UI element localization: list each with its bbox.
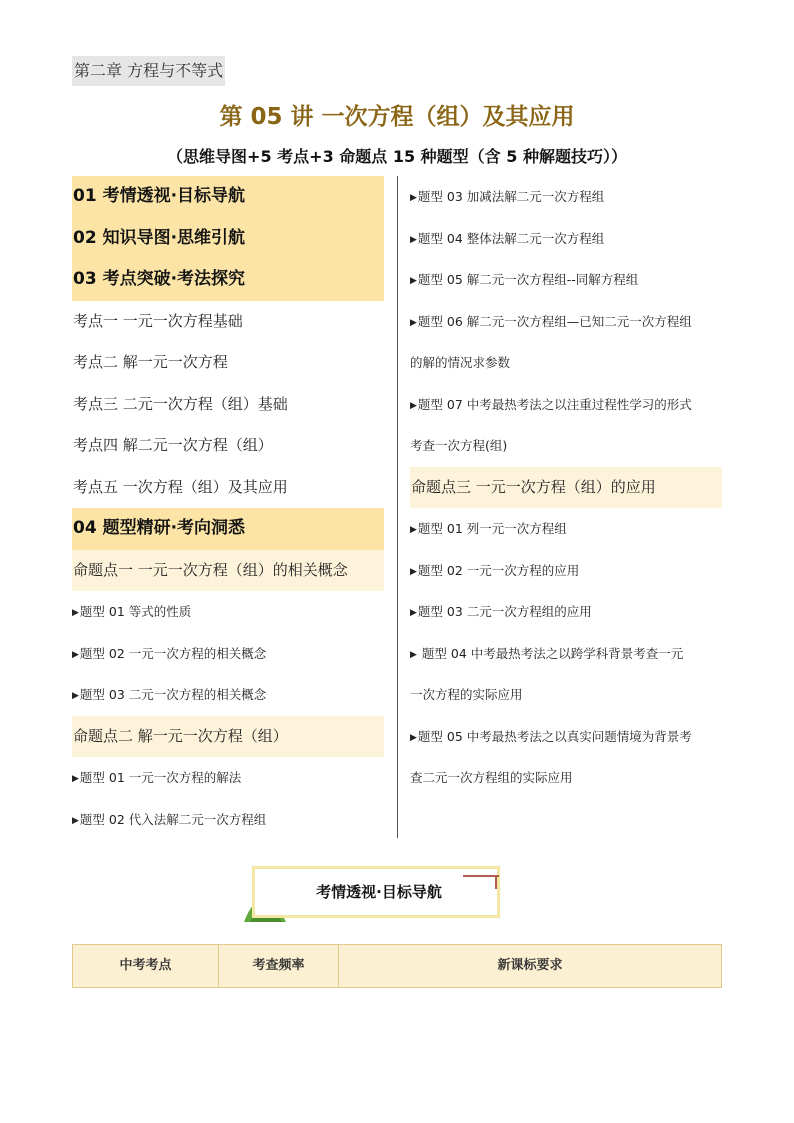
toc-item-text: 命题点三 一元一次方程（组）的应用	[411, 477, 656, 496]
toc-question-type	[72, 757, 384, 799]
triangle-right-icon: ▶	[410, 525, 417, 535]
toc-question-type	[72, 633, 384, 675]
chapter-label: 第二章 方程与不等式	[72, 56, 225, 86]
toc-item-text: 03 考点突破·考法探究	[73, 269, 246, 289]
toc-topic-heading	[72, 716, 384, 758]
toc-section-heading	[72, 259, 384, 301]
toc-item-text: 题型 02 一元一次方程的应用	[417, 562, 580, 578]
toc-right-column	[410, 176, 722, 799]
toc-item-text: 考点三 二元一次方程（组）基础	[73, 394, 288, 413]
toc-item-text: 命题点二 解一元一次方程（组）	[73, 726, 288, 745]
toc-section-heading	[72, 176, 384, 218]
toc-item-text: 一次方程的实际应用	[410, 687, 523, 702]
toc-section-heading	[72, 218, 384, 260]
table-header-cell: 中考考点	[73, 945, 219, 987]
toc-key-point	[72, 342, 384, 384]
toc-question-type	[410, 757, 722, 799]
toc-item-text: 命题点一 一元一次方程（组）的相关概念	[73, 560, 348, 579]
page-subtitle: （思维导图+5 考点+3 命题点 15 种题型（含 5 种解题技巧））	[167, 147, 627, 166]
triangle-right-icon: ▶	[410, 608, 417, 618]
toc-item-text: 题型 01 列一元一次方程组	[417, 521, 567, 536]
column-divider	[397, 176, 398, 838]
badge-accent-line	[463, 875, 499, 877]
badge-title: 考情透视·目标导航	[316, 883, 442, 901]
toc-question-type	[72, 674, 384, 716]
toc-item-text: 题型 06 解二元一次方程组—已知二元一次方程组	[417, 313, 692, 329]
toc-item-text: 考查一次方程(组)	[410, 438, 508, 453]
toc-item-text: 题型 05 中考最热考法之以真实问题情境为背景考	[417, 728, 692, 744]
toc-item-text: 题型 02 代入法解二元一次方程组	[79, 811, 267, 827]
table-of-contents	[72, 176, 722, 838]
toc-question-type	[410, 591, 722, 633]
triangle-right-icon: ▶	[72, 608, 79, 618]
toc-item-text: 题型 01 等式的性质	[79, 604, 192, 619]
toc-item-text: 的解的情况求参数	[410, 355, 511, 370]
toc-question-type	[410, 301, 722, 343]
toc-key-point	[72, 301, 384, 343]
toc-item-text: 题型 04 中考最热考法之以跨学科背景考查一元	[417, 645, 684, 661]
toc-question-type	[410, 425, 722, 467]
toc-item-text: 02 知识导图·思维引航	[73, 227, 246, 248]
toc-item-text: 题型 03 二元一次方程的相关概念	[79, 687, 267, 702]
triangle-right-icon: ▶	[410, 400, 417, 411]
toc-question-type	[410, 384, 722, 426]
triangle-right-icon: ▶	[72, 691, 79, 701]
triangle-right-icon: ▶	[72, 649, 79, 660]
toc-item-text: 考点二 解一元一次方程	[73, 353, 228, 371]
toc-key-point	[72, 384, 384, 426]
toc-section-heading	[72, 508, 384, 550]
toc-topic-heading	[410, 467, 722, 509]
toc-item-text: 考点一 一元一次方程基础	[73, 311, 243, 330]
triangle-right-icon: ▶	[410, 234, 417, 245]
triangle-right-icon: ▶	[410, 732, 417, 743]
triangle-right-icon: ▶	[410, 649, 417, 660]
toc-question-type	[410, 259, 722, 301]
toc-question-type	[410, 633, 722, 675]
table-header-cell: 考查频率	[219, 945, 339, 987]
toc-question-type	[410, 674, 722, 716]
toc-question-type	[410, 342, 722, 384]
table-header-cell: 新课标要求	[497, 958, 563, 973]
triangle-right-icon: ▶	[410, 193, 417, 203]
toc-item-text: 题型 03 二元一次方程组的应用	[417, 604, 592, 619]
toc-question-type	[410, 508, 722, 550]
toc-question-type	[410, 176, 722, 218]
page-title: 第 05 讲 一次方程（组）及其应用	[219, 104, 575, 130]
toc-item-text: 04 题型精研·考向洞悉	[73, 518, 246, 538]
toc-key-point	[72, 425, 384, 467]
badge-accent-line	[495, 875, 497, 889]
toc-item-text: 考点四 解二元一次方程（组）	[73, 436, 273, 454]
toc-question-type	[72, 591, 384, 633]
toc-item-text: 查二元一次方程组的实际应用	[410, 770, 573, 785]
toc-item-text: 题型 03 加减法解二元一次方程组	[417, 189, 605, 204]
toc-item-text: 题型 01 一元一次方程的解法	[79, 770, 242, 785]
section-badge	[244, 862, 502, 922]
triangle-right-icon: ▶	[72, 774, 79, 784]
exam-table-header	[72, 944, 722, 988]
toc-topic-heading	[72, 550, 384, 592]
toc-item-text: 题型 05 解二元一次方程组--同解方程组	[417, 272, 639, 287]
toc-left-column	[72, 176, 384, 840]
triangle-right-icon: ▶	[410, 276, 417, 286]
toc-item-text: 01 考情透视·目标导航	[73, 186, 246, 206]
toc-key-point	[72, 467, 384, 509]
toc-question-type	[72, 799, 384, 841]
toc-item-text: 题型 07 中考最热考法之以注重过程性学习的形式	[417, 396, 692, 412]
toc-item-text: 考点五 一次方程（组）及其应用	[73, 477, 288, 496]
toc-question-type	[410, 550, 722, 592]
triangle-right-icon: ▶	[410, 566, 417, 577]
toc-item-text: 题型 04 整体法解二元一次方程组	[417, 230, 605, 246]
triangle-right-icon: ▶	[72, 815, 79, 826]
toc-item-text: 题型 02 一元一次方程的相关概念	[79, 645, 267, 661]
toc-question-type	[410, 218, 722, 260]
badge-frame	[252, 866, 500, 918]
triangle-right-icon: ▶	[410, 317, 417, 328]
toc-question-type	[410, 716, 722, 758]
